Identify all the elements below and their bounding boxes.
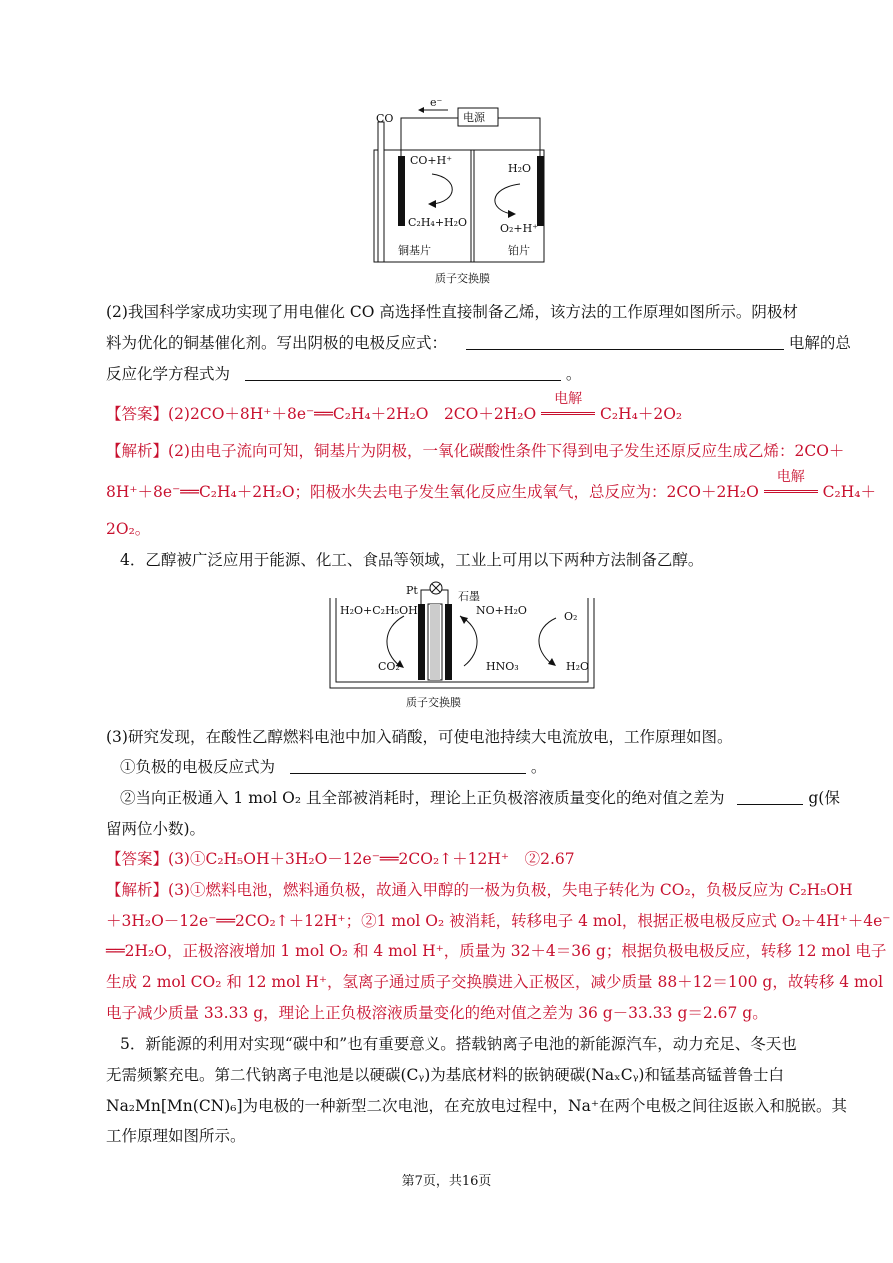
label-membrane: 质子交换膜 [435, 272, 490, 285]
analysis2-line1: 【解析】(3)①燃料电池，燃料通负极，故通入甲醇的一极为负极，失电子转化为 CO₂，负极反应为 C₂H₅OH [106, 881, 853, 899]
label-co-h: CO+H⁺ [410, 154, 453, 167]
q5-line3: Na₂Mn[Mn(CN)₆]为电极的一种新型二次电池，在充放电过程中，Na⁺在两个电极之间往返嵌入和脱嵌。其 [106, 1097, 848, 1115]
q2-line3-tail: 。 [565, 365, 582, 383]
label-graphite: 石墨 [458, 590, 480, 603]
page-footer: 第7页，共16页 [401, 1174, 492, 1189]
analysis2-line3: ══2H₂O，正极溶液增加 1 mol O₂ 和 4 mol H⁺，质量为 32＋4＝36 g；根据负极电极反应，转移 12 mol 电子 [106, 942, 887, 960]
label-platinum: 铂片 [508, 244, 530, 257]
q2-line3 [106, 364, 826, 384]
q2-line1: (2)我国科学家成功实现了用电催化 CO 高选择性直接制备乙烯，该方法的工作原理如图所示。阴极材 [106, 303, 798, 321]
label-h2o: H₂O [508, 162, 532, 175]
answer2-tag: 【答案】 [106, 850, 169, 868]
answer1-electrolysis-condition: 电解 [541, 404, 595, 424]
label-co2: CO₂ [378, 660, 400, 673]
label-h2o-c2h5oh: H₂O+C₂H₅OH [340, 604, 418, 617]
label-hno3: HNO₃ [486, 660, 519, 673]
analysis1-line1: 【解析】(2)由电子流向可知，铜基片为阴极，一氧化碳酸性条件下得到电子发生还原反应生成乙烯：2CO＋ [106, 442, 845, 460]
analysis1-tag: 【解析】 [106, 442, 169, 460]
answer-blank-mass-difference[interactable] [737, 788, 803, 805]
label-power: 电源 [463, 111, 485, 124]
figure-co-electrolysis [360, 92, 560, 292]
answer-blank-negative-electrode[interactable] [290, 757, 526, 774]
q3-line1: (3)研究发现，在酸性乙醇燃料电池中加入硝酸，可使电池持续大电流放电，工作原理如图。 [106, 728, 733, 746]
answer1-text: (2)2CO＋8H⁺＋8e⁻══C₂H₄＋2H₂O 2CO＋2H₂O [168, 405, 537, 423]
answer1-tag: 【答案】 [106, 405, 169, 423]
figure-ethanol-fuel-cell [326, 580, 598, 720]
answer2: 【答案】(3)①C₂H₅OH＋3H₂O－12e⁻══2CO₂↑＋12H⁺ ②2.67 [106, 850, 575, 868]
analysis2-tag: 【解析】 [106, 881, 169, 899]
q2-line2-text: 料为优化的铜基催化剂。写出阴极的电极反应式： [106, 334, 448, 352]
q5-line1: 5．新能源的利用对实现“碳中和”也有重要意义。搭载钠离子电池的新能源汽车，动力充足、冬天也 [120, 1035, 797, 1053]
q2-line3-text: 反应化学方程式为 [106, 365, 231, 383]
q2-line2-tail: 电解的总 [788, 334, 851, 352]
q4-stem: 4．乙醇被广泛应用于能源、化工、食品等领域，工业上可用以下两种方法制备乙醇。 [120, 551, 704, 569]
label-membrane-2: 质子交换膜 [406, 696, 461, 709]
label-pt: Pt [406, 584, 418, 597]
q5-line4: 工作原理如图所示。 [106, 1127, 246, 1145]
label-copper: 铜基片 [398, 244, 431, 257]
q3-line4: 留两位小数)。 [106, 820, 206, 838]
analysis2-line2: ＋3H₂O－12e⁻══2CO₂↑＋12H⁺；②1 mol O₂ 被消耗，转移电子 4 mol，根据正极电极反应式 O₂＋4H⁺＋4e⁻ [106, 912, 891, 930]
label-co: CO [376, 112, 394, 125]
label-c2h4-h2o: C₂H₄+H₂O [408, 216, 468, 229]
analysis1-line3: 2O₂。 [106, 520, 151, 538]
q3-line2: ①负极的电极反应式为 。 [120, 758, 547, 776]
analysis2-line4: 生成 2 mol CO₂ 和 12 mol H⁺，氢离子通过质子交换膜进入正极区，减少质量 88＋12＝100 g，故转移 4 mol [106, 973, 884, 991]
label-o2-h: O₂+H⁺ [500, 222, 539, 235]
analysis2-line5: 电子减少质量 33.33 g，理论上正负极溶液质量变化的绝对值之差为 36 g－33.33 g＝2.67 g。 [106, 1004, 768, 1022]
q3-line3: ②当向正极通入 1 mol O₂ 且全部被消耗时，理论上正负极溶液质量变化的绝对值之差为 g(保 [120, 789, 840, 807]
q2-line2 [106, 333, 851, 353]
answer1-products: C₂H₄＋2O₂ [600, 405, 683, 423]
analysis1-electrolysis-condition: 电解 [764, 482, 818, 502]
answer-blank-cathode[interactable] [466, 333, 784, 350]
label-o2: O₂ [564, 610, 578, 623]
answer1 [106, 391, 826, 424]
answer-blank-overall[interactable] [245, 364, 561, 381]
label-no-h2o: NO+H₂O [476, 604, 527, 617]
label-h2o-right: H₂O [566, 660, 590, 673]
analysis1-line2: 8H⁺＋8e⁻══C₂H₄＋2H₂O；阳极水失去电子发生氧化反应生成氧气，总反应为：2CO＋2H₂O 电解 C₂H₄＋ [106, 469, 876, 501]
label-electron: e⁻ [430, 96, 443, 109]
q5-line2: 无需频繁充电。第二代钠离子电池是以硬碳(Cᵧ)为基底材料的嵌钠硬碳(NaₓCᵧ)和锰基高锰普鲁士白 [106, 1066, 784, 1084]
